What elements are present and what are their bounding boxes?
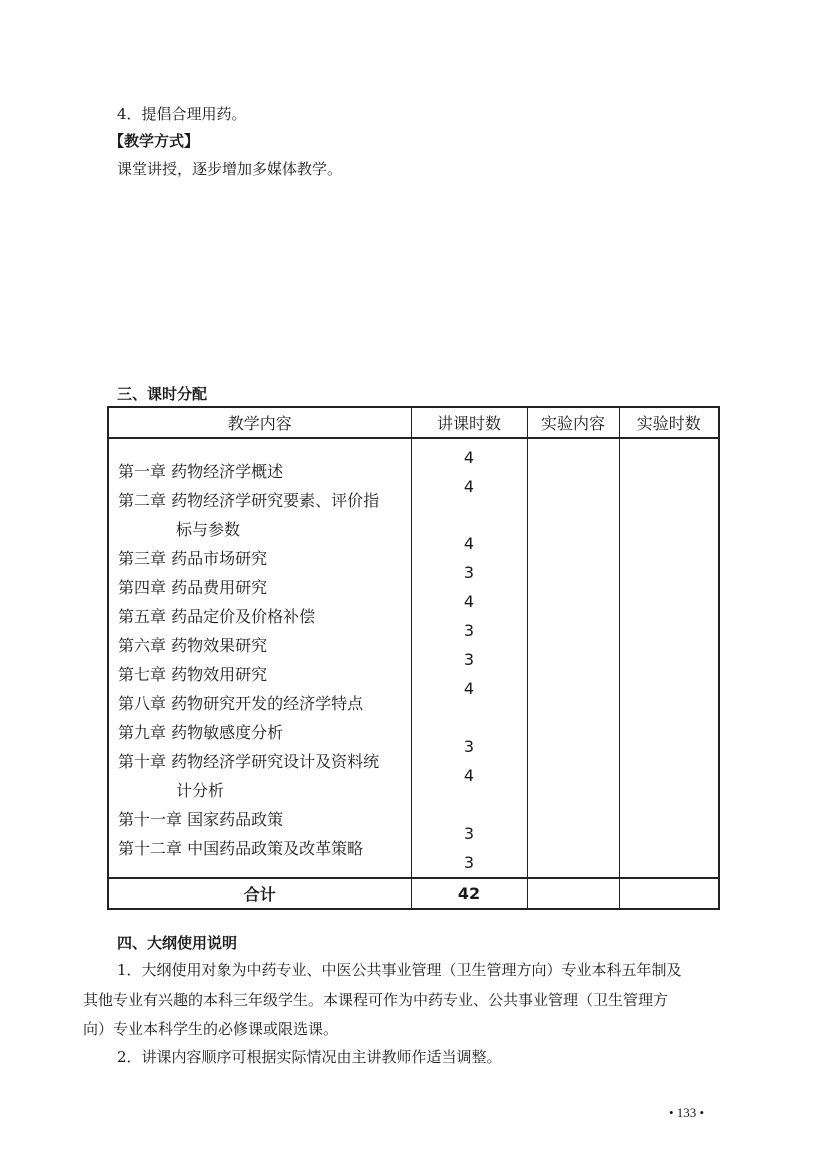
total-hours: 42 bbox=[411, 878, 527, 909]
total-label: 合计 bbox=[108, 878, 411, 909]
chapter-item: 第六章 药物效果研究 bbox=[118, 636, 268, 655]
chapter-item: 第四章 药品费用研究 bbox=[118, 578, 268, 597]
class-hours-table bbox=[107, 406, 720, 910]
intro-point-4: 4．提倡合理用药。 bbox=[117, 105, 247, 123]
hours-spacer bbox=[412, 703, 527, 732]
hours-value: 3 bbox=[463, 621, 475, 640]
chapter-item: 第九章 药物敏感度分析 bbox=[118, 723, 284, 742]
chapter-item-continued: 计分析 bbox=[176, 781, 225, 800]
chapter-item: 第八章 药物研究开发的经济学特点 bbox=[118, 694, 364, 713]
hours-spacer bbox=[412, 790, 527, 819]
header-lab-hours: 实验时数 bbox=[619, 407, 719, 438]
table-content-row bbox=[108, 438, 719, 878]
lab-content-cell bbox=[527, 438, 619, 878]
hours-spacer bbox=[412, 501, 527, 529]
chapter-item: 第二章 药物经济学研究要素、评价指 bbox=[118, 491, 380, 510]
hours-value: 4 bbox=[463, 534, 475, 553]
chapter-item: 第七章 药物效用研究 bbox=[118, 665, 268, 684]
chapter-item: 第三章 药品市场研究 bbox=[118, 549, 268, 568]
usage-para-1-line-3: 向）专业本科学生的必修课或限选课。 bbox=[83, 1020, 339, 1038]
chapter-item: 第十二章 中国药品政策及改革策略 bbox=[118, 839, 364, 858]
header-lecture-hours: 讲课时数 bbox=[411, 407, 527, 438]
section-3-heading: 三、课时分配 bbox=[117, 385, 208, 403]
total-lab-hours bbox=[619, 878, 719, 909]
teaching-method-heading: 【教学方式】 bbox=[109, 132, 200, 150]
hours-value: 4 bbox=[463, 448, 475, 467]
section-4-heading: 四、大纲使用说明 bbox=[117, 934, 238, 952]
hours-value: 4 bbox=[463, 679, 475, 698]
header-content: 教学内容 bbox=[108, 407, 411, 438]
chapter-item-continued: 标与参数 bbox=[176, 520, 241, 539]
hours-value: 4 bbox=[463, 477, 475, 496]
total-lab-content bbox=[527, 878, 619, 909]
hours-value: 3 bbox=[463, 737, 475, 756]
chapter-item: 第十一章 国家药品政策 bbox=[118, 810, 284, 829]
header-lab-content: 实验内容 bbox=[527, 407, 619, 438]
chapter-item: 第五章 药品定价及价格补偿 bbox=[118, 607, 316, 626]
usage-para-1-line-1: 1．大纲使用对象为中药专业、中医公共事业管理（卫生管理方向）专业本科五年制及 bbox=[117, 961, 682, 979]
hours-value: 3 bbox=[463, 824, 475, 843]
chapter-list-cell bbox=[108, 438, 411, 878]
hours-value: 3 bbox=[463, 650, 475, 669]
table-header-row bbox=[108, 407, 719, 438]
hours-value: 4 bbox=[463, 592, 475, 611]
lecture-hours-cell bbox=[411, 438, 527, 878]
teaching-method-text: 课堂讲授，逐步增加多媒体教学。 bbox=[117, 160, 343, 178]
usage-para-1-line-2: 其他专业有兴趣的本科三年级学生。本课程可作为中药专业、公共事业管理（卫生管理方 bbox=[83, 991, 669, 1009]
hours-value: 4 bbox=[463, 766, 475, 785]
lab-hours-cell bbox=[619, 438, 719, 878]
usage-para-2: 2．讲课内容顺序可根据实际情况由主讲教师作适当调整。 bbox=[117, 1048, 502, 1066]
hours-value: 3 bbox=[463, 853, 475, 872]
chapter-item: 第十章 药物经济学研究设计及资料统 bbox=[118, 752, 380, 771]
chapter-item: 第一章 药物经济学概述 bbox=[118, 462, 284, 481]
hours-value: 3 bbox=[463, 563, 475, 582]
table-total-row bbox=[108, 878, 719, 909]
page-number: • 133 • bbox=[669, 1105, 705, 1120]
